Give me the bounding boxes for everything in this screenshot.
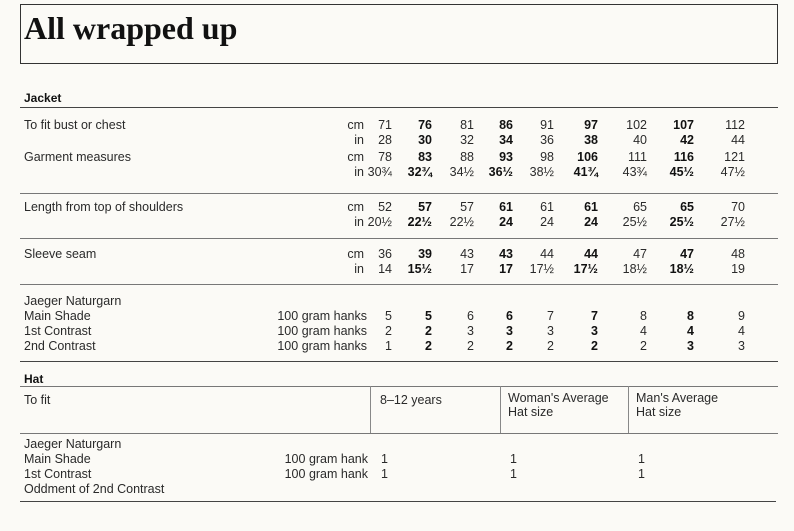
divider [20, 193, 778, 194]
column-rule [500, 386, 501, 434]
size-value: 48 [731, 247, 745, 261]
yarn-row-label: 2nd Contrast [24, 339, 96, 353]
divider [20, 284, 778, 285]
size-value: 3 [467, 324, 474, 338]
size-value: 83 [418, 150, 432, 164]
divider [20, 107, 778, 108]
size-value: 38 [584, 133, 598, 147]
size-value: 5 [385, 309, 392, 323]
hat-fit-label: To fit [24, 393, 51, 407]
hat-size-3: Man's Average [636, 391, 719, 405]
hat-size-1: 8–12 years [380, 393, 442, 407]
size-value: 2 [640, 339, 647, 353]
size-value: 45½ [669, 165, 694, 179]
size-value: 6 [467, 309, 474, 323]
size-value: 1 [385, 339, 392, 353]
size-value: 43 [460, 247, 474, 261]
hat-value: 1 [638, 452, 645, 466]
yarn-row-label: 1st Contrast [24, 324, 92, 338]
size-value: 17½ [573, 262, 598, 276]
size-value: 81 [460, 118, 474, 132]
yarn-row-label: 1st Contrast [24, 467, 92, 481]
size-value: 14 [378, 262, 392, 276]
size-value: 3 [547, 324, 554, 338]
size-value: 17 [499, 262, 513, 276]
hat-heading: Hat [24, 372, 44, 386]
size-value: 65 [680, 200, 694, 214]
hat-size-3-line2: Hat size [636, 405, 682, 419]
size-value: 47 [633, 247, 647, 261]
size-value: 112 [725, 118, 745, 132]
unit-label: in [354, 165, 364, 179]
jacket-heading: Jacket [24, 91, 62, 105]
size-value: 47 [680, 247, 694, 261]
row-label: Sleeve seam [24, 247, 97, 261]
unit-label: in [354, 133, 364, 147]
size-value: 107 [673, 118, 694, 132]
yarn-label: Jaeger Naturgarn [24, 294, 122, 308]
size-value: 34½ [449, 165, 474, 179]
unit-label: cm [347, 150, 364, 164]
column-rule [628, 386, 629, 434]
size-value: 17 [460, 262, 474, 276]
size-value: 41¾ [573, 165, 598, 179]
hat-size-2-line2: Hat size [508, 405, 554, 419]
size-value: 65 [633, 200, 647, 214]
divider [20, 433, 778, 434]
size-value: 36 [378, 247, 392, 261]
size-value: 18½ [669, 262, 694, 276]
size-value: 9 [738, 309, 745, 323]
yarn-unit: 100 gram hanks [277, 309, 367, 323]
size-value: 43¾ [622, 165, 647, 179]
hat-value: 1 [510, 467, 517, 481]
size-value: 25½ [622, 215, 647, 229]
size-value: 27½ [720, 215, 745, 229]
size-value: 102 [626, 118, 647, 132]
hat-value: 1 [510, 452, 517, 466]
size-value: 106 [577, 150, 598, 164]
size-value: 71 [378, 118, 392, 132]
size-value: 20½ [367, 215, 392, 229]
size-value: 91 [540, 118, 554, 132]
column-rule [370, 386, 371, 434]
row-label: Length from top of shoulders [24, 200, 184, 214]
size-value: 36½ [488, 165, 513, 179]
size-value: 40 [633, 133, 647, 147]
size-value: 2 [591, 339, 598, 353]
divider [20, 501, 776, 502]
size-value: 39 [418, 247, 432, 261]
size-value: 61 [540, 200, 554, 214]
size-value: 24 [540, 215, 554, 229]
size-value: 6 [506, 309, 513, 323]
size-value: 25½ [669, 215, 694, 229]
size-value: 44 [731, 133, 745, 147]
size-value: 42 [680, 133, 694, 147]
unit-label: in [354, 215, 364, 229]
size-value: 121 [724, 150, 745, 164]
yarn-row-label: Main Shade [24, 309, 91, 323]
size-value: 2 [425, 324, 432, 338]
size-value: 22½ [407, 215, 432, 229]
size-value: 3 [506, 324, 513, 338]
size-value: 78 [378, 150, 392, 164]
size-value: 4 [640, 324, 647, 338]
size-value: 61 [499, 200, 513, 214]
yarn-unit: 100 gram hanks [277, 339, 367, 353]
size-value: 70 [731, 200, 745, 214]
divider [20, 386, 778, 387]
size-value: 2 [385, 324, 392, 338]
size-value: 3 [687, 339, 694, 353]
size-value: 3 [738, 339, 745, 353]
size-value: 98 [540, 150, 554, 164]
size-value: 116 [673, 150, 694, 164]
size-value: 57 [460, 200, 474, 214]
size-value: 8 [687, 309, 694, 323]
row-label: To fit bust or chest [24, 118, 126, 132]
size-value: 86 [499, 118, 513, 132]
yarn-unit: 100 gram hank [284, 452, 368, 466]
size-value: 2 [467, 339, 474, 353]
size-value: 19 [731, 262, 745, 276]
size-value: 22½ [449, 215, 474, 229]
size-value: 36 [540, 133, 554, 147]
size-value: 28 [378, 133, 392, 147]
size-value: 47½ [720, 165, 745, 179]
size-value: 2 [425, 339, 432, 353]
page-title: All wrapped up [24, 10, 238, 46]
size-value: 30 [418, 133, 432, 147]
unit-label: cm [347, 200, 364, 214]
size-value: 44 [540, 247, 554, 261]
yarn-row-label: Main Shade [24, 452, 91, 466]
size-value: 57 [418, 200, 432, 214]
size-value: 52 [378, 200, 392, 214]
unit-label: cm [347, 118, 364, 132]
size-value: 4 [738, 324, 745, 338]
row-label: Garment measures [24, 150, 131, 164]
size-value: 2 [547, 339, 554, 353]
size-value: 97 [584, 118, 598, 132]
size-value: 3 [591, 324, 598, 338]
divider [20, 238, 778, 239]
size-value: 43 [499, 247, 513, 261]
hat-value: 1 [381, 452, 388, 466]
yarn-unit: 100 gram hanks [277, 324, 367, 338]
size-value: 15½ [407, 262, 432, 276]
size-value: 24 [584, 215, 598, 229]
size-value: 76 [418, 118, 432, 132]
yarn-unit: 100 gram hank [284, 467, 368, 481]
yarn-row-label: Oddment of 2nd Contrast [24, 482, 165, 496]
size-value: 61 [584, 200, 598, 214]
size-value: 32 [460, 133, 474, 147]
size-value: 38½ [529, 165, 554, 179]
size-value: 7 [591, 309, 598, 323]
size-value: 111 [627, 150, 647, 164]
size-value: 32¾ [407, 165, 432, 179]
size-value: 7 [547, 309, 554, 323]
unit-label: in [354, 262, 364, 276]
size-value: 24 [499, 215, 513, 229]
size-value: 30¾ [367, 165, 392, 179]
hat-value: 1 [381, 467, 388, 481]
size-value: 18½ [622, 262, 647, 276]
hat-size-2: Woman's Average [508, 391, 609, 405]
size-value: 44 [584, 247, 598, 261]
yarn-label: Jaeger Naturgarn [24, 437, 122, 451]
unit-label: cm [347, 247, 364, 261]
size-value: 93 [499, 150, 513, 164]
size-value: 34 [499, 133, 513, 147]
size-value: 17½ [529, 262, 554, 276]
hat-value: 1 [638, 467, 645, 481]
size-value: 2 [506, 339, 513, 353]
size-value: 8 [640, 309, 647, 323]
divider [20, 361, 778, 362]
size-value: 5 [425, 309, 432, 323]
size-value: 88 [460, 150, 474, 164]
size-value: 4 [687, 324, 694, 338]
